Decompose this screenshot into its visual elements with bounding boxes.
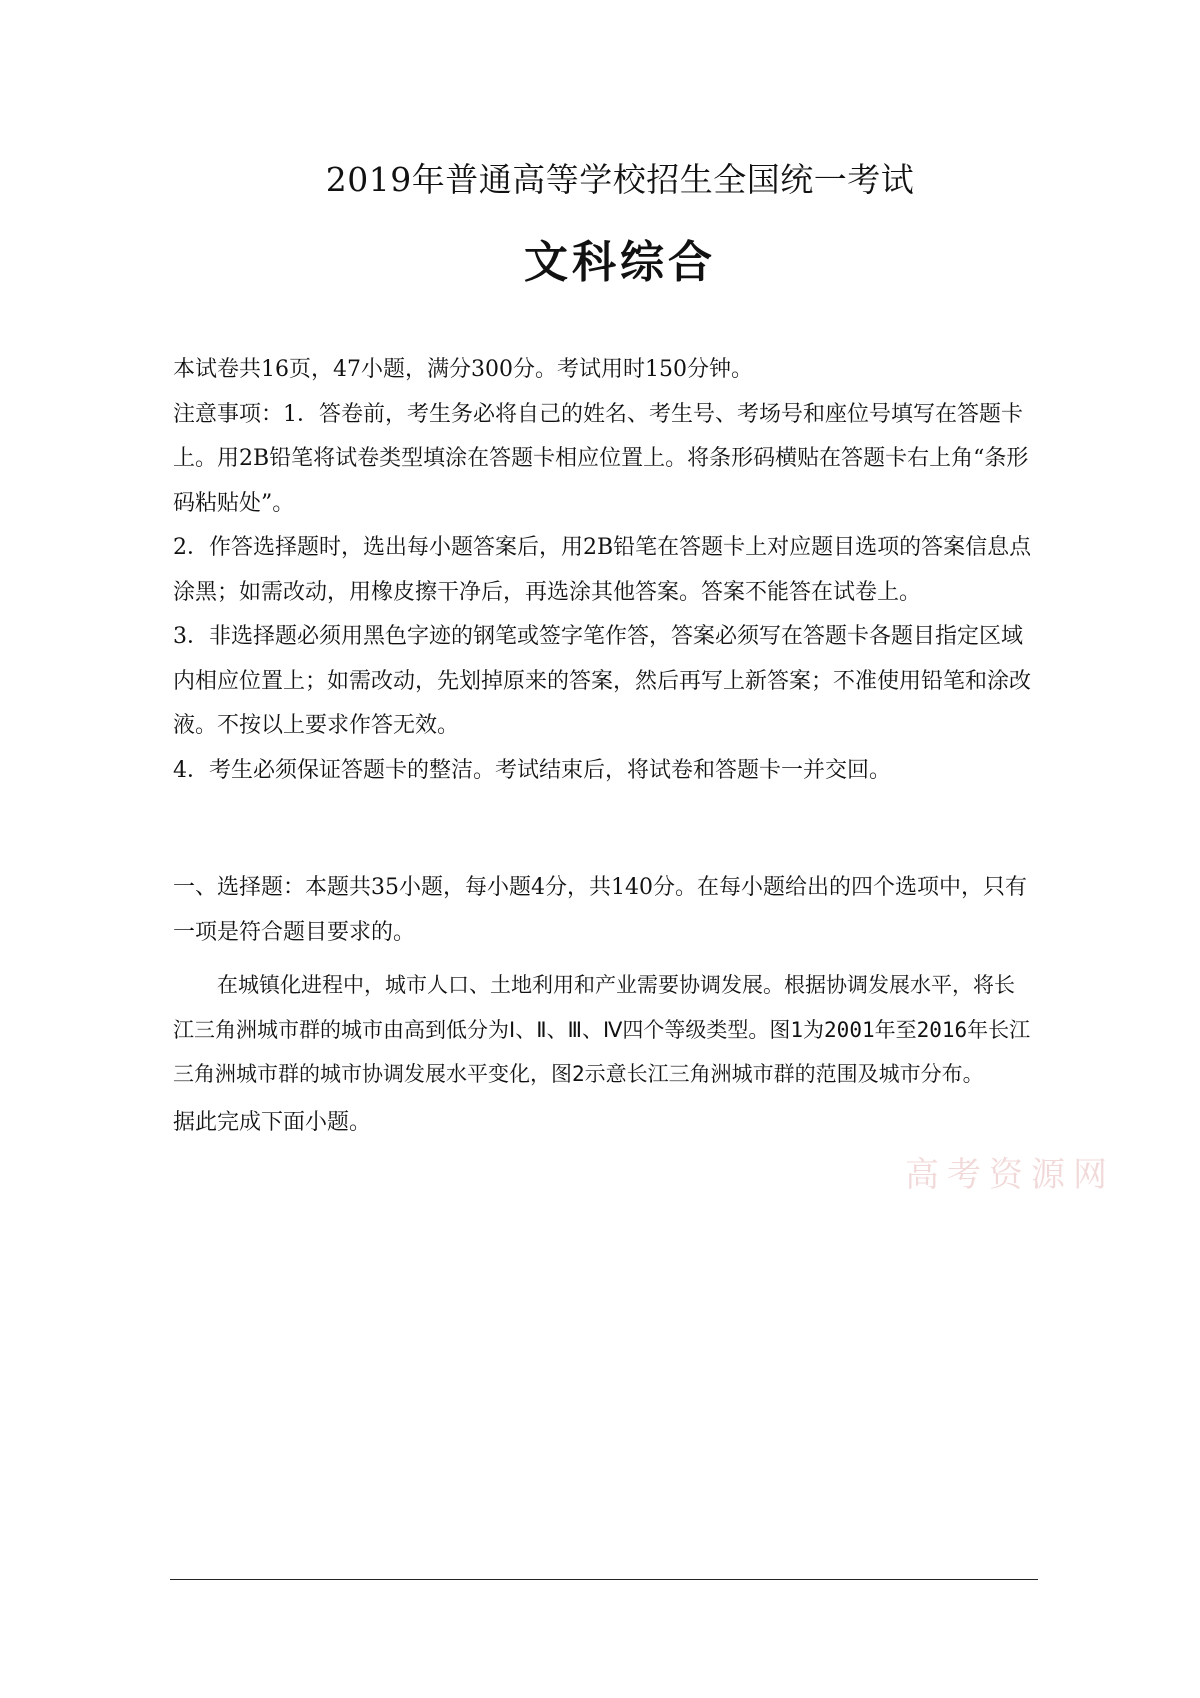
note-2: 2．作答选择题时，选出每小题答案后，用2B铅笔在答题卡上对应题目选项的答案信息点涂黑；如需改动，用橡皮擦干净后，再选涂其他答案。答案不能答在试卷上。 xyxy=(173,535,1032,605)
section-heading: 一、选择题：本题共35小题，每小题4分，共140分。在每小题给出的四个选项中，只有一项是符合题目要求的。 xyxy=(173,875,1027,945)
passage-text: 在城镇化进程中，城市人口、土地利用和产业需要协调发展。根据协调发展水平，将长江三角洲城市群的城市由高到低分为Ⅰ、Ⅱ、Ⅲ、Ⅳ四个等级类型。图1为2001年至2016年长江三角洲城市群的城市协调发展水平变化，图2示意长江三角洲城市群的范围及城市分布。 xyxy=(173,973,1031,1086)
intro-line: 本试卷共16页，47小题，满分300分。考试用时150分钟。 xyxy=(173,357,753,382)
subject-title: 文科综合 xyxy=(524,237,716,288)
note-3: 3．非选择题必须用黑色字迹的钢笔或签字笔作答，答案必须写在答题卡各题目指定区域内相应位置上；如需改动，先划掉原来的答案，然后再写上新答案；不准使用铅笔和涂改液。不按以上要求作答无效。 xyxy=(173,624,1032,738)
watermark: 高考资源网 xyxy=(905,1155,1115,1195)
instructions-block xyxy=(173,348,1035,793)
section-block xyxy=(173,866,1035,1145)
instruction-text: 据此完成下面小题。 xyxy=(173,1109,372,1135)
footer-rule xyxy=(170,1579,1038,1580)
exam-title: 2019年普通高等学校招生全国统一考试 xyxy=(325,160,915,199)
note-1: 注意事项：1．答卷前，考生务必将自己的姓名、考生号、考场号和座位号填写在答题卡上。用2B铅笔将试卷类型填涂在答题卡相应位置上。将条形码横贴在答题卡右上角“条形码粘贴处”。 xyxy=(173,401,1029,516)
note-4: 4．考生必须保证答题卡的整洁。考试结束后，将试卷和答题卡一并交回。 xyxy=(173,757,891,783)
